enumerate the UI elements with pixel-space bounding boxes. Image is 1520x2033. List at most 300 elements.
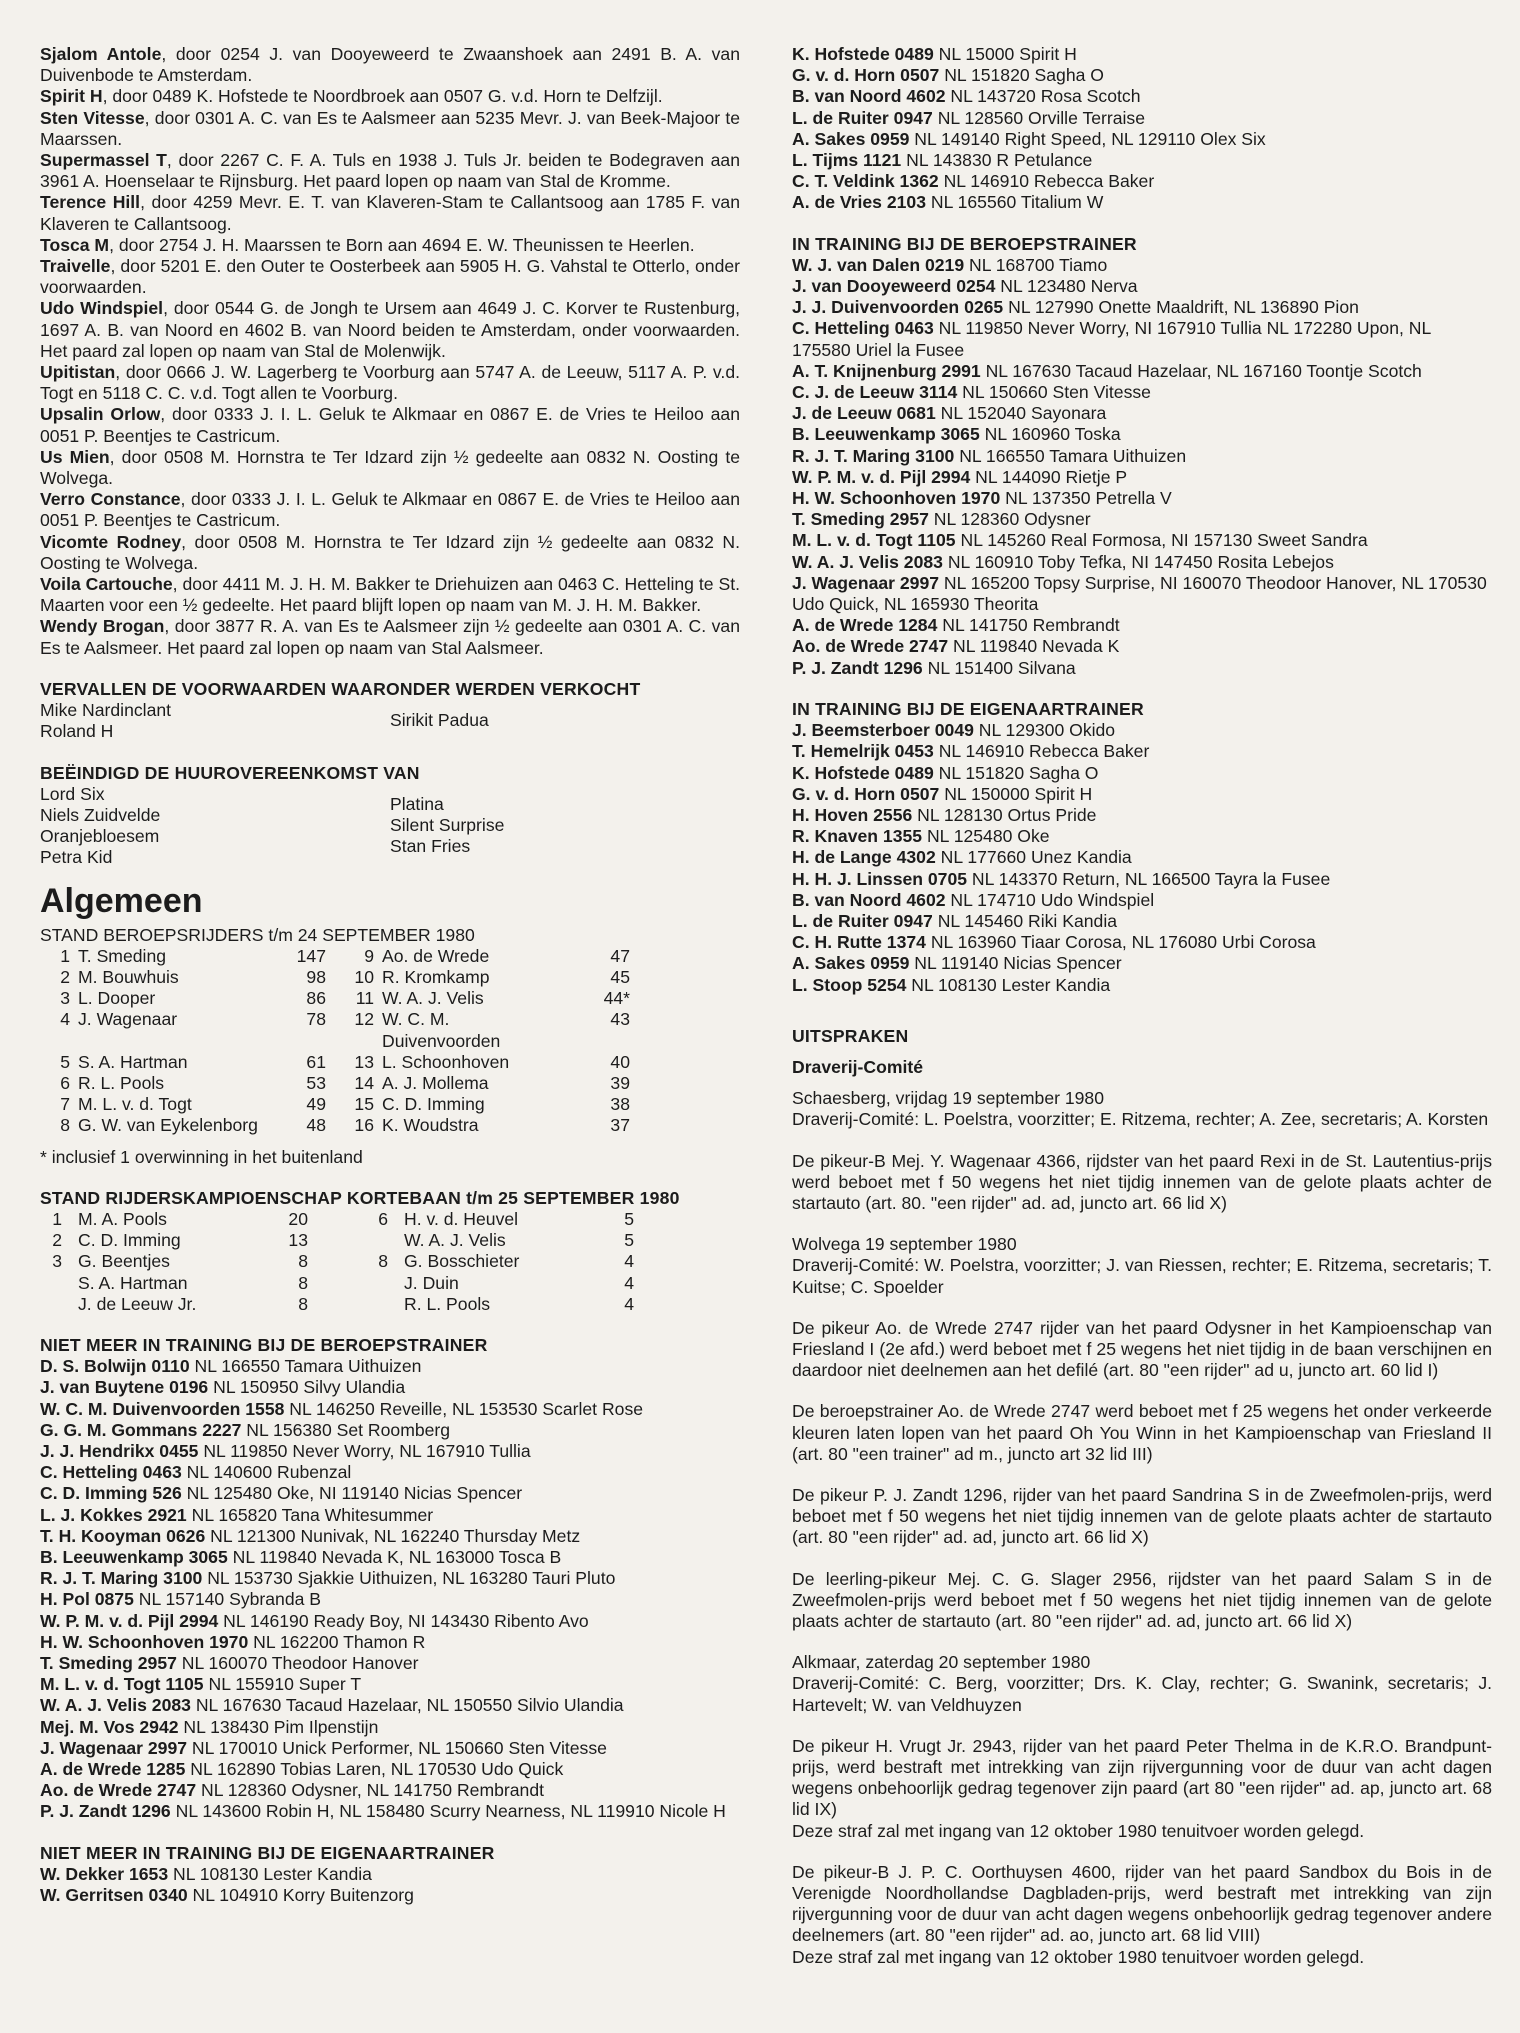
trainer-entry-name: C. J. de Leeuw 3114	[792, 382, 958, 403]
trainer-entry	[792, 150, 1492, 171]
trainer-entry	[40, 1885, 740, 1906]
horse-name: Roland H	[40, 721, 114, 742]
transfer-item	[40, 404, 740, 446]
vervallen-right	[390, 700, 740, 742]
trainer-entry-name: Ao. de Wrede 2747	[792, 636, 949, 657]
trainer-entry	[792, 171, 1492, 192]
trainer-entry	[792, 615, 1492, 636]
trainer-entry-name: W. P. M. v. d. Pijl 2994	[40, 1610, 219, 1631]
trainer-entry-text: NL 125480 Oke	[922, 826, 1050, 847]
trainer-entry-name: A. Sakes 0959	[792, 128, 910, 149]
transfer-item-text: , door 0489 K. Hofstede te Noordbroek aan 0507 G. v.d. Horn te Delfzijl.	[102, 86, 663, 107]
trainer-entry-text: NL 143370 Return, NL 166500 Tayra la Fusee	[967, 868, 1331, 889]
trainer-entry	[792, 805, 1492, 826]
wins-cell: 8	[298, 1293, 308, 1314]
rider-name-cell: M. L. v. d. Togt	[78, 1094, 192, 1115]
rank-cell: 11	[355, 988, 374, 1009]
trainer-entry	[792, 297, 1492, 318]
trainer-entry-text: NL 166550 Tamara Uithuizen	[954, 445, 1187, 466]
trainer-entry-name: Mej. M. Vos 2942	[40, 1716, 179, 1737]
transfer-item	[40, 44, 740, 86]
trainer-entry	[792, 636, 1492, 657]
trainer-entry-name: C. H. Rutte 1374	[792, 932, 926, 953]
rider-name-cell: M. Bouwhuis	[78, 966, 179, 987]
trainer-entry-name: B. van Noord 4602	[792, 86, 946, 107]
rank-cell: 6	[378, 1208, 388, 1229]
trainer-entry	[792, 932, 1492, 953]
wins-cell: 147	[296, 945, 326, 966]
trainer-entry-text: NL 125480 Oke, NI 119140 Nicias Spencer	[181, 1483, 523, 1504]
wins-cell: 78	[306, 1009, 326, 1030]
trainer-entry-text: NL 162200 Thamon R	[248, 1631, 426, 1652]
horse-name: Oranjebloesem	[40, 826, 160, 847]
transfer-item	[40, 235, 740, 256]
trainer-entry-name: R. J. T. Maring 3100	[792, 445, 955, 466]
ruling-line: De pikeur H. Vrugt Jr. 2943, rijder van het paard Peter Thelma in de K.R.O. Brandpunt-prijs, werd bestraft met intrekking van zijn rijvergunning voor de duur van acht dagen wegens onbehoorlijk gedrag tegenover zijn paard (art 80 "een rijder" ad. ap, juncto art. 68 lid IX)	[792, 1735, 1492, 1820]
trainer-entry-name: T. Smeding 2957	[792, 509, 929, 530]
trainer-entry-text: NL 170010 Unick Performer, NL 150660 Sten Vitesse	[187, 1737, 607, 1758]
transfer-item-text: , door 0333 J. I. L. Geluk te Alkmaar en 0867 E. de Vries te Heiloo aan 0051 P. Beentjes te Castricum.	[40, 404, 740, 446]
right-column	[792, 44, 1492, 1988]
trainer-entry	[792, 255, 1492, 276]
uitspraken-subheading: Draverij-Comité	[792, 1056, 924, 1077]
ruling-line: De pikeur-B J. P. C. Oorthuysen 4600, rijder van het paard Sandbox du Bois in de Verenigde Noordhollandse Dagbladen-prijs, werd bestraft met intrekking van zijn rijvergunning voor de duur van acht dagen wegens onbehoorlijk gedrag tegenover andere deelnemers (art. 80 "een rijder" ad. ao, juncto art. 68 lid VIII)	[792, 1861, 1492, 1946]
in-training-beroeps-list	[792, 255, 1492, 679]
trainer-entry-name: J. van Dooyeweerd 0254	[792, 276, 996, 297]
horse-name: Sirikit Padua	[390, 710, 489, 731]
trainer-entry-name: W. P. M. v. d. Pijl 2994	[792, 466, 971, 487]
trainer-entry	[792, 108, 1492, 129]
rank-cell: 5	[60, 1051, 70, 1072]
trainer-entry	[792, 890, 1492, 911]
rider-name-cell: S. A. Hartman	[78, 1272, 188, 1293]
trainer-entry-text: NL 150660 Sten Vitesse	[957, 382, 1151, 403]
trainer-entry	[40, 1717, 740, 1738]
stand-beroeps-heading: STAND BEROEPSRIJDERS t/m 24 SEPTEMBER 1980	[40, 924, 475, 945]
trainer-entry	[792, 276, 1492, 297]
transfer-item	[40, 532, 740, 574]
trainer-entry-name: A. T. Knijnenburg 2991	[792, 360, 981, 381]
trainer-entry	[40, 1759, 740, 1780]
trainer-entry	[40, 1568, 740, 1589]
trainer-entry-text: NL 119850 Never Worry, NI 167910 Tullia NL 172280 Upon, NL 175580 Uriel la Fusee	[792, 318, 1431, 360]
horse-name: Lord Six	[40, 783, 105, 804]
beeindigd-list	[40, 784, 740, 869]
trainer-entry-name: J. van Buytene 0196	[40, 1377, 209, 1398]
right-top-list	[792, 44, 1492, 214]
trainer-entry-name: B. Leeuwenkamp 3065	[40, 1547, 228, 1567]
table-row	[40, 1009, 648, 1051]
wins-cell: 49	[306, 1094, 326, 1115]
wins-cell: 40	[610, 1051, 630, 1072]
transfer-item	[40, 150, 740, 192]
transfer-item	[40, 192, 740, 234]
trainer-entry-name: H. W. Schoonhoven 1970	[40, 1631, 249, 1652]
uitspraken-heading: UITSPRAKEN	[792, 1025, 909, 1046]
table-row	[40, 1230, 692, 1251]
wins-cell: 13	[288, 1230, 308, 1251]
trainer-entry	[792, 826, 1492, 847]
trainer-entry-name: W. Gerritsen 0340	[40, 1885, 188, 1906]
trainer-entry-name: W. C. M. Duivenvoorden 1558	[40, 1398, 285, 1419]
wins-cell: 53	[306, 1072, 326, 1093]
transfer-item-name: Upsalin Orlow	[40, 404, 161, 425]
wins-cell: 4	[624, 1293, 634, 1314]
ruling-line: De pikeur-B Mej. Y. Wagenaar 4366, rijdster van het paard Rexi in de St. Lautentius-prijs werd beboet met f 50 wegens het niet tijdig innemen van de gelote plaats achter de startauto (art. 80. "een rijder" ad. ad, juncto art. 66 lid X)	[792, 1150, 1492, 1213]
transfer-item-name: Us Mien	[40, 446, 110, 467]
trainer-entry-name: R. J. T. Maring 3100	[40, 1568, 203, 1589]
trainer-entry-name: G. v. d. Horn 0507	[792, 783, 940, 804]
trainer-entry	[40, 1377, 740, 1398]
transfer-item-name: Supermassel T	[40, 150, 167, 171]
trainer-entry	[40, 1526, 740, 1547]
transfer-item-text: , door 2267 C. F. A. Tuls en 1938 J. Tuls Jr. beiden te Bodegraven aan 3961 A. Hoenselaar te Rijnsburg. Het paard lopen op naam van Stal de Kromme.	[40, 150, 740, 192]
trainer-entry-name: C. Hetteling 0463	[792, 318, 934, 339]
trainer-entry-name: J. de Leeuw 0681	[792, 403, 936, 424]
rider-name-cell: W. A. J. Velis	[382, 988, 484, 1009]
ruling-block	[792, 1862, 1492, 1968]
ruling-block	[792, 1318, 1492, 1382]
ruling-line: De leerling-pikeur Mej. C. G. Slager 2956, rijdster van het paard Salam S in de Zweefmolen-prijs werd beboet met f 50 wegens het niet tijdig innemen van de gelote plaats achter de startauto (art. 80 "een rijder" ad. ad, juncto art. 66 lid X)	[792, 1568, 1492, 1631]
trainer-entry-name: L. J. Kokkes 2921	[40, 1504, 187, 1525]
trainer-entry-name: H. H. J. Linssen 0705	[792, 868, 968, 889]
trainer-entry-name: K. Hofstede 0489	[792, 762, 934, 783]
horse-name: Stan Fries	[390, 836, 471, 857]
rank-cell: 8	[60, 1115, 70, 1136]
trainer-entry-name: B. Leeuwenkamp 3065	[792, 424, 980, 445]
transfer-item	[40, 616, 740, 658]
rank-cell	[366, 1230, 396, 1251]
trainer-entry-text: NL 108130 Lester Kandia	[168, 1863, 372, 1884]
rank-cell: 15	[354, 1094, 374, 1115]
wins-cell: 37	[610, 1115, 630, 1136]
uitspraken-list	[792, 1088, 1492, 1968]
trainer-entry-text: NL 146250 Reveille, NL 153530 Scarlet Rose	[284, 1398, 644, 1419]
trainer-entry	[792, 975, 1492, 996]
table-row	[40, 967, 648, 988]
rank-cell: 1	[52, 1208, 62, 1229]
trainer-entry-name: T. Hemelrijk 0453	[792, 741, 934, 762]
rider-name-cell: T. Smeding	[78, 945, 167, 966]
beeindigd-left	[40, 784, 390, 869]
trainer-entry-text: NL 146910 Rebecca Baker	[933, 741, 1150, 762]
trainer-entry-text: NL 157140 Sybranda B	[133, 1589, 322, 1610]
trainer-entry	[40, 1399, 740, 1420]
rank-cell: 3	[52, 1251, 62, 1272]
trainer-entry-name: W. A. J. Velis 2083	[792, 551, 943, 572]
trainer-entry-text: NL 15000 Spirit H	[933, 44, 1077, 64]
trainer-entry	[792, 382, 1492, 403]
trainer-entry-name: B. van Noord 4602	[792, 889, 946, 910]
wins-cell: 45	[610, 966, 630, 987]
transfer-item-text: , door 0666 J. W. Lagerberg te Voorburg aan 5747 A. de Leeuw, 5117 A. P. v.d. Togt en 5118 C. C. v.d. Togt allen te Voorburg.	[40, 362, 740, 404]
rank-cell	[40, 1294, 70, 1315]
transfer-item	[40, 574, 740, 616]
trainer-entry-name: W. Dekker 1653	[40, 1863, 169, 1884]
rider-name-cell: H. v. d. Heuvel	[404, 1208, 519, 1229]
table-row	[40, 1294, 692, 1315]
rank-cell: 4	[60, 1009, 70, 1030]
transfer-item	[40, 362, 740, 404]
rider-name-cell: G. W. van Eykelenborg	[78, 1115, 258, 1136]
trainer-entry-text: NL 153730 Sjakkie Uithuizen, NL 163280 Tauri Pluto	[202, 1568, 616, 1589]
horse-name: Mike Nardinclant	[40, 700, 172, 721]
transfer-item-text: , door 4259 Mevr. E. T. van Klaveren-Stam te Callantsoog aan 1785 F. van Klaveren te Callantsoog.	[40, 192, 740, 234]
trainer-entry-text: NL 104910 Korry Buitenzorg	[187, 1885, 414, 1906]
transfer-item	[40, 256, 740, 298]
trainer-entry-text: NL 128560 Orville Terraise	[932, 107, 1146, 128]
trainer-entry-text: NL 155910 Super T	[203, 1674, 362, 1695]
trainer-entry-text: NL 128130 Ortus Pride	[912, 804, 1097, 825]
wins-cell: 5	[624, 1230, 634, 1251]
trainer-entry	[40, 1674, 740, 1695]
trainer-entry-name: M. L. v. d. Togt 1105	[40, 1674, 204, 1695]
trainer-entry	[40, 1547, 740, 1568]
trainer-entry	[40, 1632, 740, 1653]
ruling-block	[792, 1088, 1492, 1130]
trainer-entry	[792, 911, 1492, 932]
trainer-entry-name: W. A. J. Velis 2083	[40, 1695, 191, 1716]
trainer-entry	[792, 784, 1492, 805]
ruling-line: Draverij-Comité: L. Poelstra, voorzitter; E. Ritzema, rechter; A. Zee, secretaris; A. Korsten	[792, 1109, 1489, 1130]
rider-name-cell: K. Woudstra	[382, 1115, 479, 1136]
trainer-entry	[40, 1864, 740, 1885]
transfer-item-text: , door 0333 J. I. L. Geluk te Alkmaar en 0867 E. de Vries te Heiloo aan 0051 P. Beentjes te Castricum.	[40, 489, 740, 531]
trainer-entry-text: NL 144090 Rietje P	[970, 466, 1128, 487]
trainer-entry	[40, 1611, 740, 1632]
trainer-entry-text: NL 121300 Nunivak, NL 162240 Thursday Metz	[205, 1525, 581, 1546]
trainer-entry-name: L. Tijms 1121	[792, 150, 902, 171]
trainer-entry-name: M. L. v. d. Togt 1105	[792, 530, 956, 551]
trainer-entry-name: W. J. van Dalen 0219	[792, 254, 965, 275]
vervallen-left	[40, 700, 390, 742]
trainer-entry-name: L. Stoop 5254	[792, 974, 907, 995]
ruling-block	[792, 1401, 1492, 1465]
trainer-entry	[40, 1462, 740, 1483]
rank-cell: 2	[52, 1230, 62, 1251]
ruling-block	[792, 1736, 1492, 1842]
vervallen-heading: VERVALLEN DE VOORWAARDEN WAARONDER WERDEN VERKOCHT	[40, 678, 641, 699]
rider-name-cell: R. Kromkamp	[382, 966, 490, 987]
trainer-entry-text: NL 156380 Set Roomberg	[241, 1419, 451, 1440]
trainer-entry	[792, 65, 1492, 86]
niet-meer-eigenaar-list	[40, 1864, 740, 1906]
rider-name-cell: W. C. M. Duivenvoorden	[382, 1009, 501, 1051]
table-row	[40, 1052, 648, 1073]
transfer-item-text: , door 0508 M. Hornstra te Ter Idzard zijn ½ gedeelte aan 0832 N. Oosting te Wolvega.	[40, 446, 740, 489]
in-training-eigenaar-list	[792, 720, 1492, 996]
rank-cell: 8	[378, 1251, 388, 1272]
ruling-line: Schaesberg, vrijdag 19 september 1980	[792, 1088, 1104, 1109]
trainer-entry	[792, 573, 1492, 615]
table-row	[40, 988, 648, 1009]
trainer-entry-name: C. T. Veldink 1362	[792, 171, 939, 192]
transfer-item-text: , door 3877 R. A. van Es te Aalsmeer zijn ½ gedeelte aan 0301 A. C. van Es te Aalsmeer. Het paard zal lopen op naam van Stal Aalsmeer.	[40, 616, 740, 658]
rank-cell: 13	[354, 1051, 374, 1072]
transfer-item	[40, 86, 740, 107]
trainer-entry-name: R. Knaven 1355	[792, 826, 923, 847]
in-training-beroeps-heading: IN TRAINING BIJ DE BEROEPSTRAINER	[792, 233, 1137, 254]
trainer-entry-text: NL 138430 Pim Ilpenstijn	[178, 1716, 379, 1737]
horse-name: Platina	[390, 793, 444, 814]
wins-cell: 61	[306, 1051, 326, 1072]
transfer-item-name: Sjalom Antole	[40, 44, 162, 64]
table-row	[40, 1273, 692, 1294]
trainer-entry	[40, 1505, 740, 1526]
rank-cell: 3	[60, 988, 70, 1009]
trainer-entry	[792, 720, 1492, 741]
trainer-entry-name: L. de Ruiter 0947	[792, 910, 933, 931]
left-column	[40, 44, 740, 1906]
rank-cell	[40, 1273, 70, 1294]
rank-cell: 1	[60, 945, 70, 966]
transfer-item-text: , door 2754 J. H. Maarssen te Born aan 4694 E. W. Theunissen te Heerlen.	[109, 234, 695, 255]
transfer-item	[40, 108, 740, 150]
trainer-entry	[40, 1441, 740, 1462]
transfer-item-name: Wendy Brogan	[40, 616, 165, 637]
transfer-item-text: , door 0508 M. Hornstra te Ter Idzard zijn ½ gedeelte aan 0832 N. Oosting te Wolvega.	[40, 531, 740, 573]
trainer-entry	[792, 658, 1492, 679]
trainer-entry	[792, 361, 1492, 382]
trainer-entry	[792, 763, 1492, 784]
trainer-entry-name: T. Smeding 2957	[40, 1653, 177, 1674]
trainer-entry	[792, 129, 1492, 150]
wins-cell: 8	[298, 1251, 308, 1272]
niet-meer-beroeps-list	[40, 1356, 740, 1822]
trainer-entry	[792, 403, 1492, 424]
wins-cell: 20	[288, 1208, 308, 1229]
trainer-entry-text: NL 177660 Unez Kandia	[935, 847, 1132, 868]
trainer-entry-text: NL 167630 Tacaud Hazelaar, NL 150550 Silvio Ulandia	[190, 1695, 624, 1716]
trainer-entry-name: H. W. Schoonhoven 1970	[792, 488, 1001, 509]
ruling-line: De pikeur P. J. Zandt 1296, rijder van het paard Sandrina S in de Zweefmolen-prijs, werd beboet met f 50 wegens het niet tijdig innemen van de gelote plaats achter de startauto (art. 80 "een rijder" ad. ad, juncto art. 66 lid X)	[792, 1484, 1492, 1548]
transfer-item-name: Verro Constance	[40, 489, 181, 510]
rider-name-cell: C. D. Imming	[382, 1094, 485, 1115]
trainer-entry	[792, 86, 1492, 107]
rank-cell: 9	[364, 945, 374, 966]
trainer-entry-text: NL 128360 Odysner	[928, 509, 1091, 530]
trainer-entry-text: NL 146910 Rebecca Baker	[938, 171, 1155, 192]
trainer-entry-text: NL 163960 Tiaar Corosa, NL 176080 Urbi Corosa	[925, 932, 1316, 953]
wins-cell: 43	[610, 1009, 630, 1030]
trainer-entry	[40, 1483, 740, 1504]
rank-cell: 12	[354, 1009, 374, 1030]
rank-cell: 14	[354, 1072, 374, 1093]
rider-name-cell: C. D. Imming	[78, 1230, 181, 1251]
trainer-entry-text: NL 162890 Tobias Laren, NL 170530 Udo Quick	[185, 1759, 564, 1780]
trainer-entry-text: NL 129300 Okido	[973, 720, 1116, 741]
trainer-entry	[792, 318, 1492, 360]
beeindigd-right	[390, 784, 740, 869]
trainer-entry-text: NL 140600 Rubenzal	[181, 1462, 352, 1483]
wins-cell: 86	[306, 988, 326, 1009]
ruling-block	[792, 1485, 1492, 1549]
trainer-entry-name: H. de Lange 4302	[792, 847, 936, 868]
trainer-entry-name: A. de Wrede 1284	[792, 615, 938, 636]
rider-name-cell: S. A. Hartman	[78, 1051, 188, 1072]
trainer-entry-name: P. J. Zandt 1296	[40, 1801, 171, 1822]
transfer-item-text: , door 5201 E. den Outer te Oosterbeek aan 5905 H. G. Vahstal te Otterlo, onder voorwaarden.	[40, 256, 740, 298]
table-row	[40, 1209, 692, 1230]
ruling-block	[792, 1234, 1492, 1298]
trainer-entry-name: A. de Wrede 1285	[40, 1759, 186, 1780]
rider-name-cell: J. de Leeuw Jr.	[78, 1293, 197, 1314]
trainer-entry	[40, 1780, 740, 1801]
transfer-item-name: Spirit H	[40, 86, 103, 107]
wins-cell: 8	[298, 1272, 308, 1293]
wins-cell: 38	[610, 1094, 630, 1115]
trainer-entry-text: NL 160070 Theodoor Hanover	[176, 1653, 419, 1674]
ruling-block	[792, 1151, 1492, 1215]
rider-name-cell: R. L. Pools	[404, 1293, 491, 1314]
rank-cell: 6	[60, 1072, 70, 1093]
trainer-entry-text: NL 165200 Topsy Surprise, NI 160070 Theodoor Hanover, NL 170530 Udo Quick, NL 165930 Theorita	[792, 572, 1487, 615]
transfer-list	[40, 44, 740, 659]
trainer-entry-name: H. Hoven 2556	[792, 804, 913, 825]
trainer-entry-text: NL 151820 Sagha O	[933, 762, 1099, 783]
algemeen-title: Algemeen	[40, 881, 203, 920]
trainer-entry-name: J. Beemsterboer 0049	[792, 720, 974, 741]
trainer-entry-text: NL 141750 Rembrandt	[937, 615, 1120, 636]
trainer-entry-name: G. G. M. Gommans 2227	[40, 1419, 242, 1440]
trainer-entry-text: NL 146190 Ready Boy, NI 143430 Ribento Avo	[218, 1610, 589, 1631]
trainer-entry	[792, 847, 1492, 868]
trainer-entry-text: NL 119140 Nicias Spencer	[909, 953, 1122, 974]
horse-name: Silent Surprise	[390, 814, 505, 835]
trainer-entry-text: NL 168700 Tiamo	[964, 254, 1108, 275]
trainer-entry-text: NL 143830 R Petulance	[901, 150, 1093, 171]
trainer-entry-text: NL 119840 Nevada K, NL 163000 Tosca B	[227, 1547, 562, 1567]
trainer-entry-text: NL 151400 Silvana	[922, 657, 1076, 678]
transfer-item-name: Udo Windspiel	[40, 298, 164, 319]
stand-beroeps-note: * inclusief 1 overwinning in het buitenland	[40, 1146, 363, 1167]
trainer-entry-text: NL 152040 Sayonara	[935, 403, 1107, 424]
wins-cell: 5	[624, 1208, 634, 1229]
trainer-entry	[40, 1801, 740, 1822]
ruling-block	[792, 1569, 1492, 1633]
trainer-entry-name: C. D. Imming 526	[40, 1483, 182, 1504]
wins-cell: 47	[610, 945, 630, 966]
stand-beroeps-table	[40, 946, 648, 1137]
trainer-entry-text: NL 119850 Never Worry, NL 167910 Tullia	[198, 1440, 531, 1461]
trainer-entry	[40, 1653, 740, 1674]
trainer-entry	[792, 192, 1492, 213]
transfer-item	[40, 489, 740, 531]
trainer-entry-name: Ao. de Wrede 2747	[40, 1780, 197, 1801]
rider-name-cell: G. Beentjes	[78, 1251, 170, 1272]
rank-cell	[366, 1294, 396, 1315]
table-row	[40, 1073, 648, 1094]
trainer-entry	[792, 446, 1492, 467]
trainer-entry-text: NL 165820 Tana Whitesummer	[186, 1504, 434, 1525]
trainer-entry	[792, 741, 1492, 762]
transfer-item	[40, 298, 740, 362]
rider-name-cell: J. Duin	[404, 1272, 459, 1293]
trainer-entry	[792, 953, 1492, 974]
niet-meer-beroeps-heading: NIET MEER IN TRAINING BIJ DE BEROEPSTRAINER	[40, 1334, 488, 1355]
trainer-entry	[792, 488, 1492, 509]
trainer-entry-name: K. Hofstede 0489	[792, 44, 934, 64]
rank-cell: 10	[354, 966, 374, 987]
trainer-entry-text: NL 167630 Tacaud Hazelaar, NL 167160 Toontje Scotch	[980, 360, 1422, 381]
rank-cell: 2	[60, 966, 70, 987]
in-training-eigenaar-heading: IN TRAINING BIJ DE EIGENAARTRAINER	[792, 698, 1144, 719]
trainer-entry	[792, 869, 1492, 890]
transfer-item-name: Terence Hill	[40, 192, 141, 213]
beeindigd-heading: BEËINDIGD DE HUUROVEREENKOMST VAN	[40, 762, 420, 783]
table-row	[40, 1115, 648, 1136]
transfer-item-text: , door 4411 M. J. H. M. Bakker te Driehuizen aan 0463 C. Hetteling te St. Maarten voor een ½ gedeelte. Het paard blijft lopen op naam van M. J. H. M. Bakker.	[40, 574, 740, 616]
